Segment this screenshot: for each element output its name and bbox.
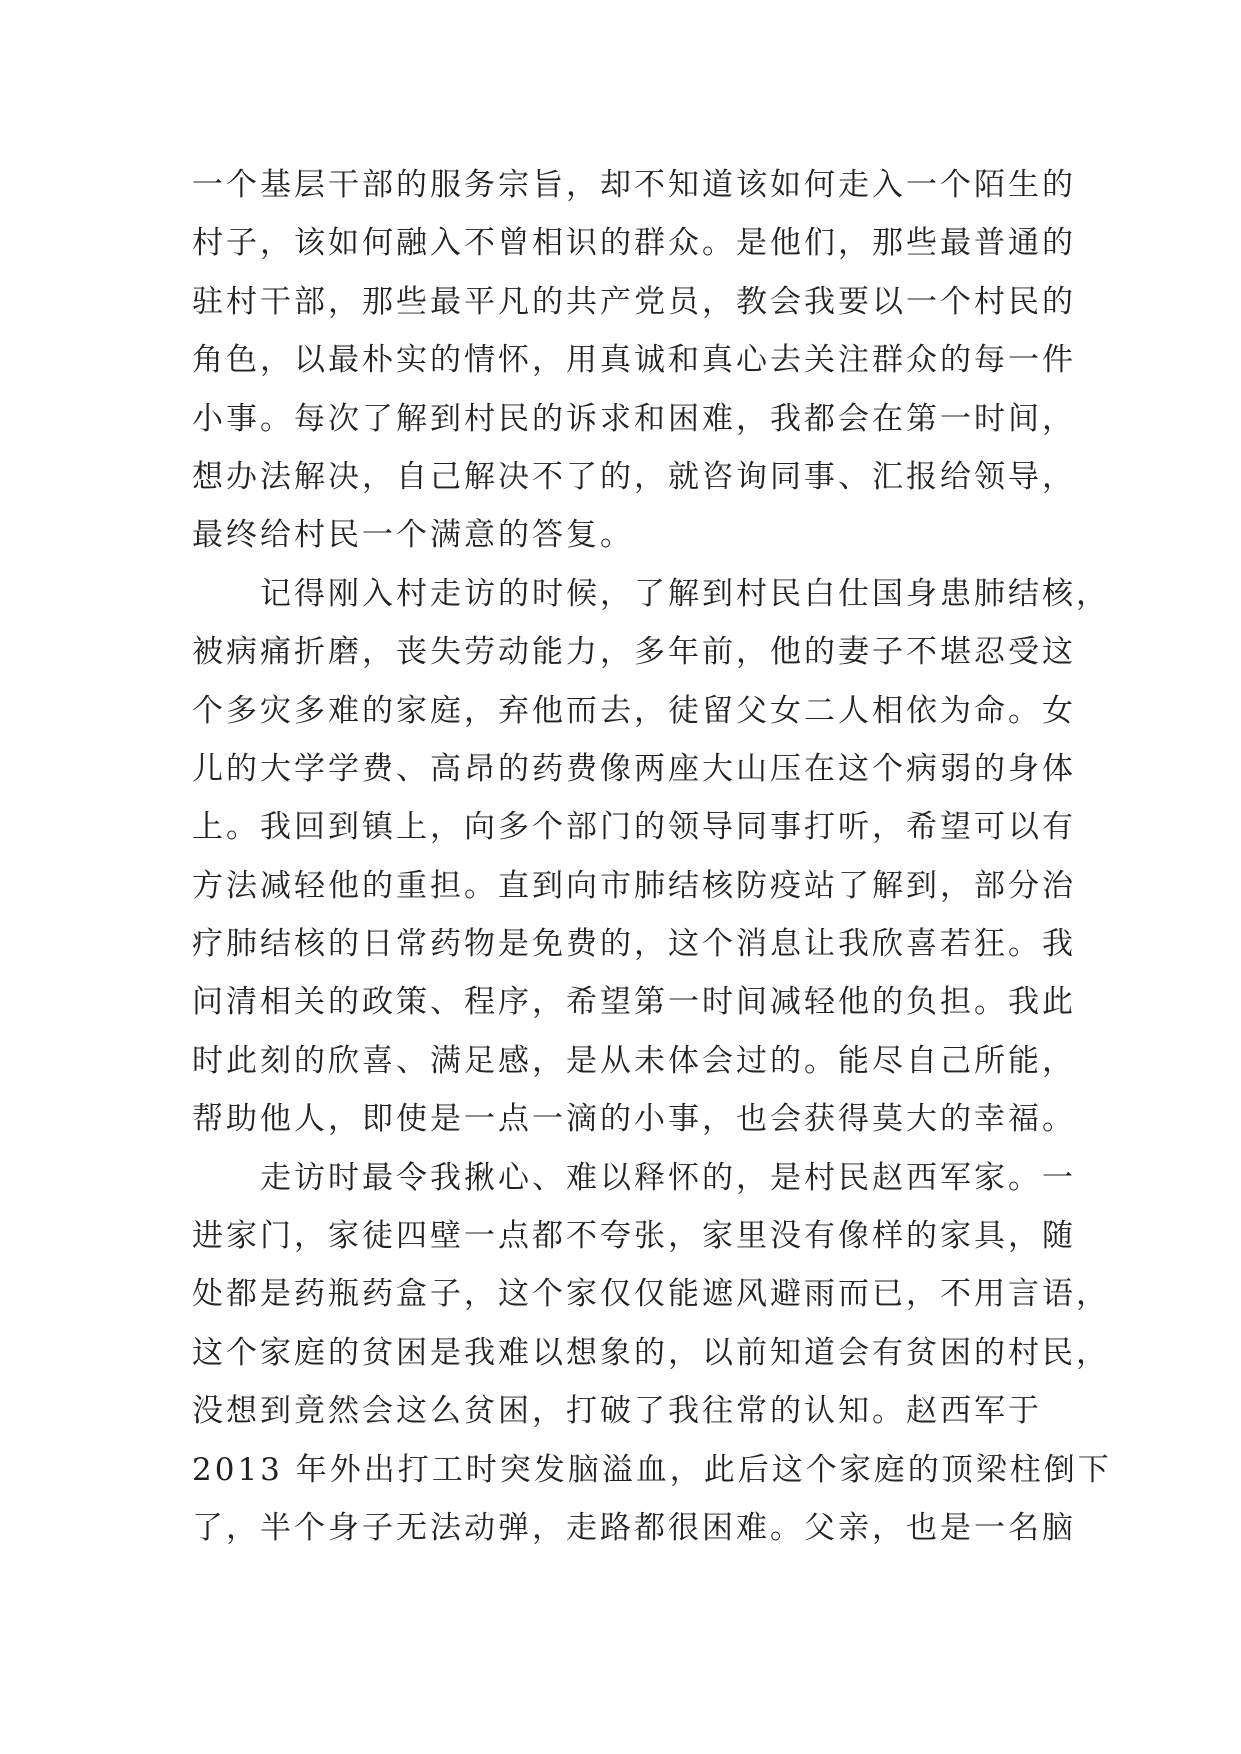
text-line: 被病痛折磨，丧失劳动能力，多年前，他的妻子不堪忍受这 bbox=[192, 634, 1076, 671]
text-line: 想办法解决，自己解决不了的，就咨询同事、汇报给领导， bbox=[192, 458, 1076, 495]
text-line: 没想到竟然会这么贫困，打破了我往常的认知。赵西军于 bbox=[192, 1393, 1042, 1430]
text-line: 问清相关的政策、程序，希望第一时间减轻他的负担。我此 bbox=[192, 984, 1076, 1021]
text-line: 2013 年外出打工时突发脑溢血，此后这个家庭的顶梁柱倒下 bbox=[192, 1451, 1112, 1488]
text-line: 一个基层干部的服务宗旨，却不知道该如何走入一个陌生的 bbox=[192, 167, 1076, 203]
paragraph-1 bbox=[192, 156, 1076, 565]
text-line: 处都是药瓶药盒子，这个家仅仅能遮风避雨而已，不用言语， bbox=[192, 1276, 1110, 1313]
text-line: 儿的大学学费、高昂的药费像两座大山压在这个病弱的身体 bbox=[192, 750, 1076, 787]
text-line: 最终给村民一个满意的答复。 bbox=[192, 517, 634, 554]
text-line: 村子，该如何融入不曾相识的群众。是他们，那些最普通的 bbox=[192, 225, 1076, 262]
text-line: 这个家庭的贫困是我难以想象的，以前知道会有贫困的村民， bbox=[192, 1334, 1110, 1371]
text-line: 小事。每次了解到村民的诉求和困难，我都会在第一时间， bbox=[192, 400, 1076, 437]
text-line: 上。我回到镇上，向多个部门的领导同事打听，希望可以有 bbox=[192, 809, 1076, 846]
text-line: 个多灾多难的家庭，弃他而去，徒留父女二人相依为命。女 bbox=[192, 692, 1076, 729]
text-line: 了，半个身子无法动弹，走路都很困难。父亲，也是一名脑 bbox=[192, 1509, 1076, 1546]
text-line: 时此刻的欣喜、满足感，是从未体会过的。能尽自己所能， bbox=[192, 1042, 1076, 1079]
text-line: 疗肺结核的日常药物是免费的，这个消息让我欣喜若狂。我 bbox=[192, 926, 1076, 963]
text-line: 角色，以最朴实的情怀，用真诚和真心去关注群众的每一件 bbox=[192, 342, 1076, 379]
text-line: 记得刚入村走访的时候，了解到村民白仕国身患肺结核， bbox=[260, 575, 1110, 612]
text-line: 进家门，家徒四壁一点都不夸张，家里没有像样的家具，随 bbox=[192, 1218, 1076, 1255]
document-body bbox=[192, 156, 1112, 1557]
text-line: 方法减轻他的重担。直到向市肺结核防疫站了解到，部分治 bbox=[192, 867, 1076, 904]
paragraph-2 bbox=[192, 565, 1110, 1149]
paragraph-3 bbox=[192, 1149, 1112, 1558]
text-line: 走访时最令我揪心、难以释怀的，是村民赵西军家。一 bbox=[260, 1159, 1076, 1196]
text-line: 帮助他人，即使是一点一滴的小事，也会获得莫大的幸福。 bbox=[192, 1101, 1076, 1138]
text-line: 驻村干部，那些最平凡的共产党员，教会我要以一个村民的 bbox=[192, 283, 1076, 320]
